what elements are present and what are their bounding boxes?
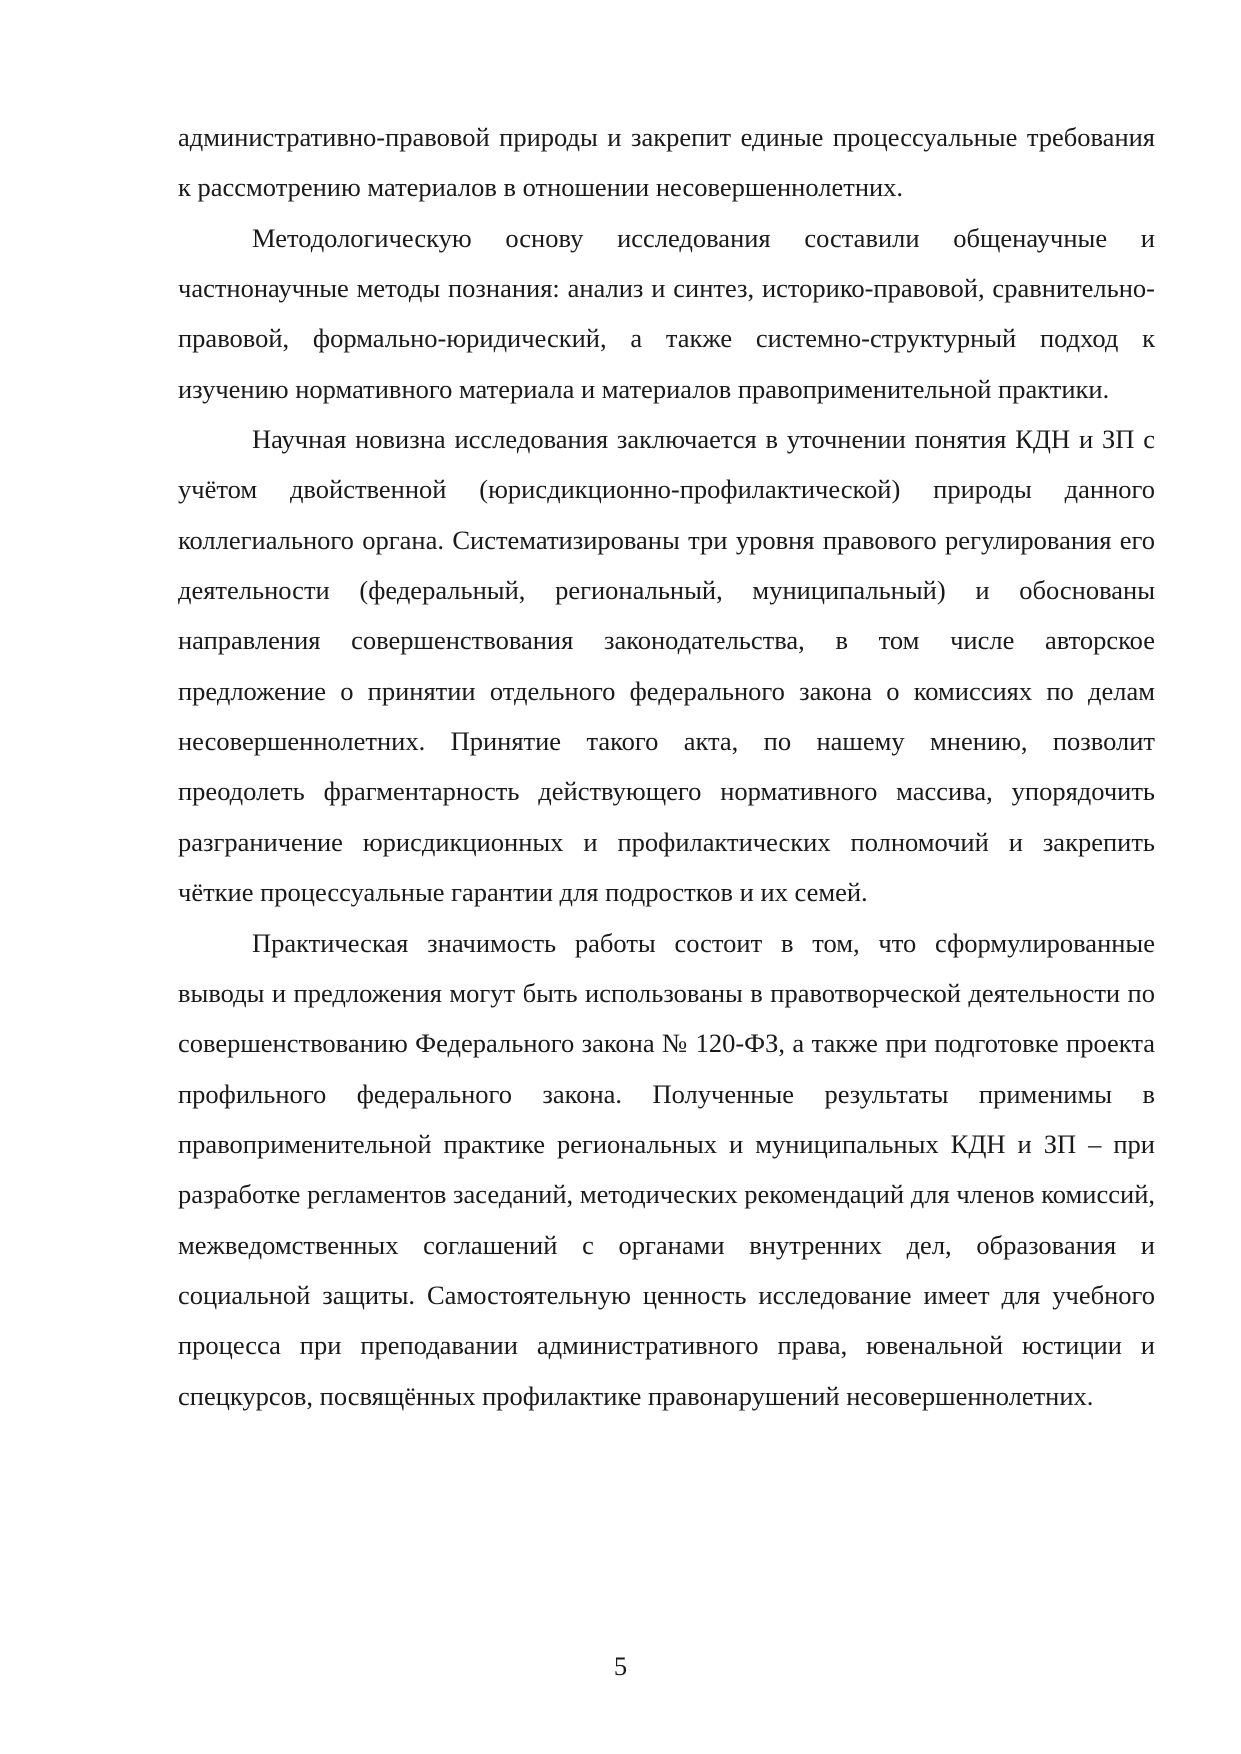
paragraph-continuation: административно-правовой природы и закрепит единые процессуальные требования к рассмотрению материалов в отношении несовершеннолетних. [178, 122, 1155, 203]
page-number: 5 [613, 1651, 628, 1681]
body-text [178, 112, 1155, 1421]
paragraph-practical-significance: Практическая значимость работы состоит в том, что сформулированные выводы и предложения могут быть использованы в правотворческой деятельности по совершенствованию Федерального закона № 120-ФЗ, а также при подготовке проекта профильного федерального закона. Полученные результаты применимы в правоприменительной практике региональных и муниципальных КДН и ЗП – при разработке регламентов заседаний, методических рекомендаций для членов комиссий, межведомственных соглашений с органами внутренних дел, образования и социальной защиты. Самостоятельную ценность исследование имеет для учебного процесса при преподавании административного права, ювенальной юстиции и спецкурсов, посвящённых профилактике правонарушений несовершеннолетних. [178, 927, 1155, 1411]
paragraph-novelty: Научная новизна исследования заключается в уточнении понятия КДН и ЗП с учётом двойственной (юрисдикционно-профилактической) природы данного коллегиального органа. Систематизированы три уровня правового регулирования его деятельности (федеральный, региональный, муниципальный) и обоснованы направления совершенствования законодательства, в том числе авторское предложение о принятии отдельного федерального закона о комиссиях по делам несовершеннолетних. Принятие такого акта, по нашему мнению, позволит преодолеть фрагментарность действующего нормативного массива, упорядочить разграничение юрисдикционных и профилактических полномочий и закрепить чёткие процессуальные гарантии для подростков и их семей. [178, 424, 1155, 908]
paragraph-methodology: Методологическую основу исследования составили общенаучные и частнонаучные методы познания: анализ и синтез, историко-правовой, сравнительно-правовой, формально-юридический, а также системно-структурный подход к изучению нормативного материала и материалов правоприменительной практики. [178, 222, 1155, 404]
